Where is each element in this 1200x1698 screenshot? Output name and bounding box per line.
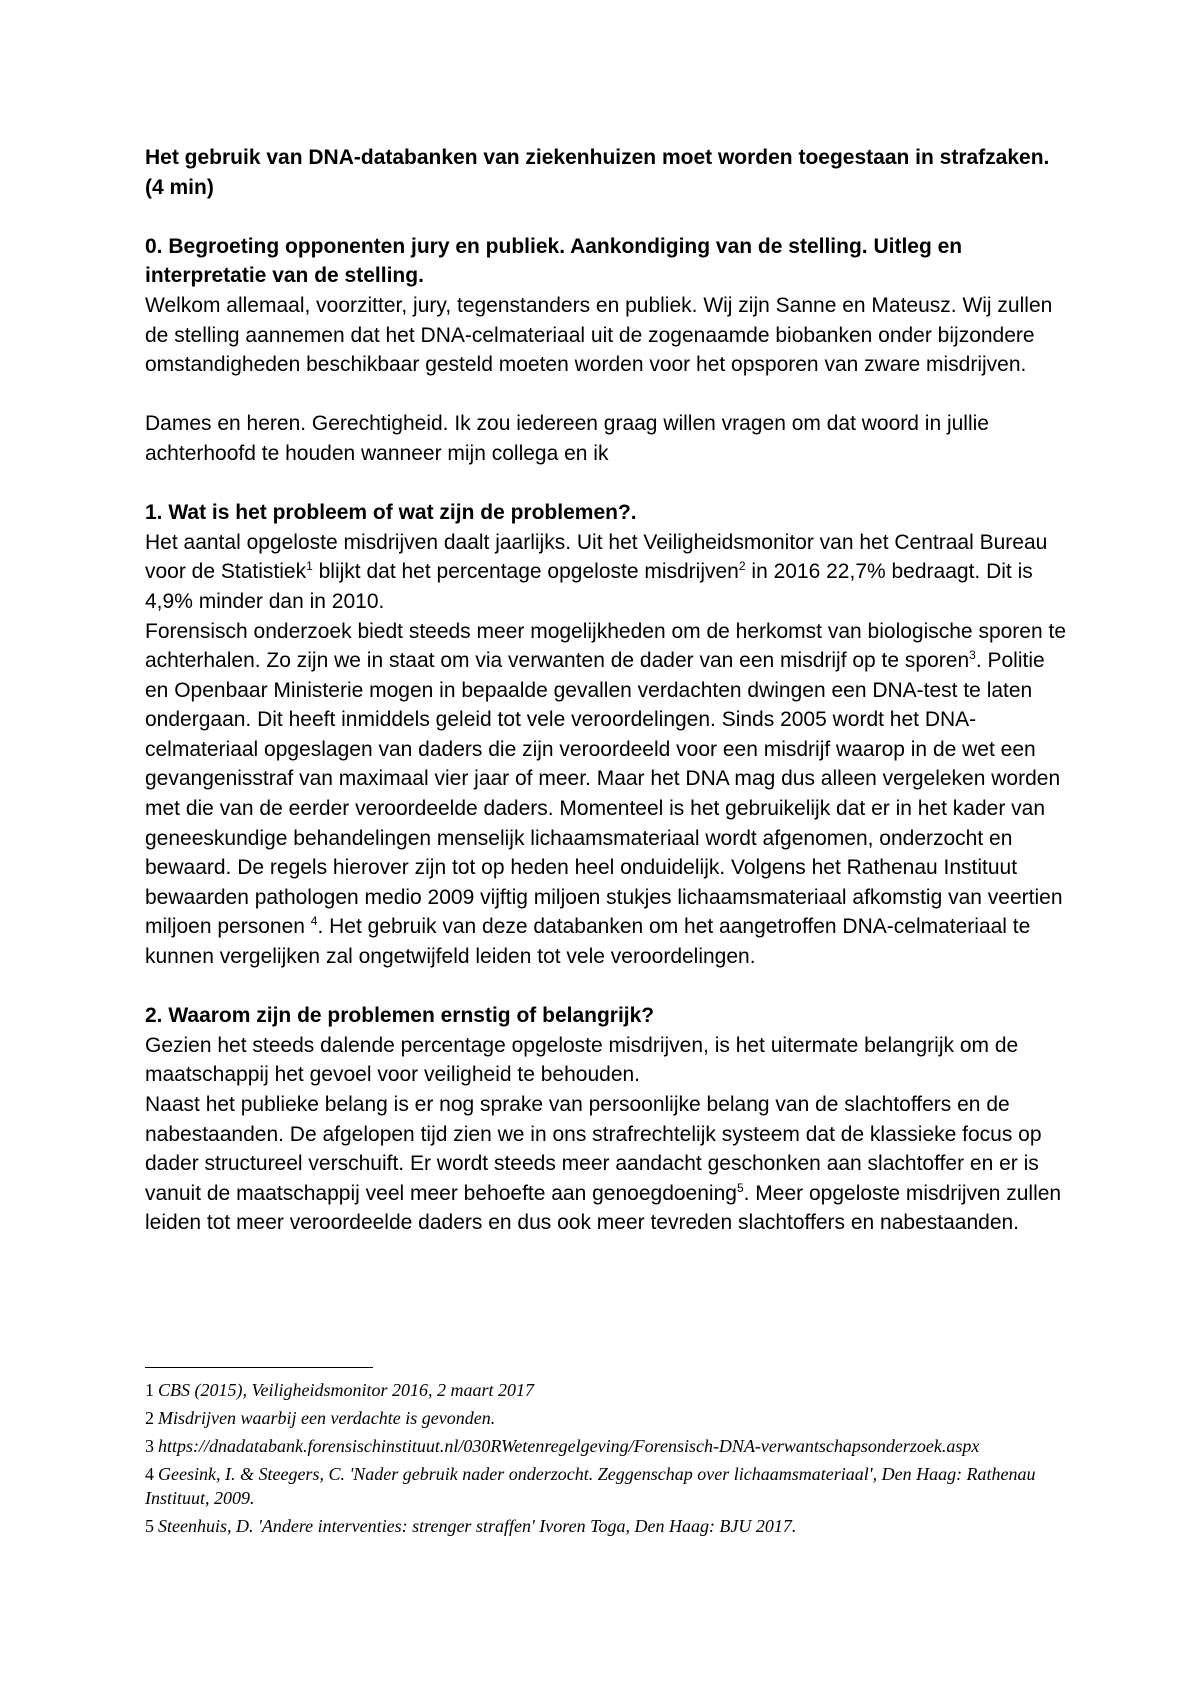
footnote-2	[145, 1406, 1070, 1430]
text-run: Het aantal opgeloste misdrijven daalt jaarlijks. Uit het Veiligheidsmonitor van het Centraal Bureau voor de Statistiek	[145, 530, 1048, 584]
section-0-paragraph-2: Dames en heren. Gerechtigheid. Ik zou iedereen graag willen vragen om dat woord in jullie achterhoofd te houden wanneer mijn collega en ik	[145, 412, 989, 465]
footnote-text: Geesink, I. & Steegers, C. 'Nader gebruik nader onderzocht. Zeggenschap over lichaamsmateriaal', Den Haag: Rathenau Instituut, 2009.	[145, 1464, 1036, 1508]
footnote-number: 1	[145, 1380, 154, 1400]
footnote-number: 3	[145, 1436, 154, 1456]
text-run: . Meer opgeloste misdrijven zullen leiden tot meer veroordeelde daders en dus ook meer tevreden slachtoffers en nabestaanden.	[145, 1181, 1062, 1235]
footnote-number: 5	[145, 1516, 154, 1536]
section-0-heading: 0. Begroeting opponenten jury en publiek. Aankondiging van de stelling. Uitleg en interpretatie van de stelling.	[145, 234, 963, 288]
footnote-5	[145, 1514, 1070, 1538]
footnote-3	[145, 1434, 1070, 1458]
title-duration: (4 min)	[145, 175, 214, 199]
footnotes	[145, 1367, 1070, 1542]
footnote-link[interactable]: https://dnadatabank.forensischinstituut.nl/030RWetenregelgeving/Forensisch-DNA-verwantschapsonderzoek.aspx	[158, 1436, 980, 1456]
title-line-1: Het gebruik van DNA-databanken van ziekenhuizen moet worden toegestaan in strafzaken.	[145, 146, 1050, 169]
footnote-1	[145, 1378, 1070, 1402]
text-run: . Politie en Openbaar Ministerie mogen in bepaalde gevallen verdachten dwingen een DNA-test te laten ondergaan. Dit heeft inmiddels geleid tot vele veroordelingen. Sinds 2005 wordt het DNA-celmateriaal opgeslagen van daders die zijn veroordeeld voor een misdrijf waarop in de wet een gevangenisstraf van maximaal vier jaar of meer. Maar het DNA mag dus alleen vergeleken worden met die van de eerder veroordeelde daders. Momenteel is het gebruikelijk dat er in het kader van geneeskundige behandelingen menselijk lichaamsmateriaal wordt afgenomen, onderzocht en bewaard. De regels hierover zijn tot op heden heel onduidelijk. Volgens het Rathenau Instituut bewaarden pathologen medio 2009 vijftig miljoen stukjes lichaamsmateriaal afkomstig van veertien miljoen personen	[145, 649, 1063, 939]
section-2-heading: 2. Waarom zijn de problemen ernstig of belangrijk?	[145, 1004, 655, 1028]
text-run: in 2016 22,7% bedraagt. Dit is 4,9% minder dan in 2010.	[145, 560, 1033, 613]
footnote-separator	[145, 1367, 373, 1368]
section-2-paragraph-2	[145, 1090, 1070, 1238]
section-1-paragraph-1	[145, 528, 1070, 617]
text-run: Forensisch onderzoek biedt steeds meer mogelijkheden om de herkomst van biologische sporen te achterhalen. Zo zijn we in staat om via verwanten de dader van een misdrijf op te sporen	[145, 619, 1067, 673]
footnote-ref-2: 2	[738, 559, 746, 574]
footnote-4	[145, 1462, 1070, 1510]
footnote-number: 2	[145, 1408, 154, 1428]
footnote-text: CBS (2015), Veiligheidsmonitor 2016, 2 maart 2017	[158, 1380, 534, 1400]
footnote-ref-3: 3	[969, 648, 976, 663]
section-2-paragraph-1: Gezien het steeds dalende percentage opgeloste misdrijven, is het uitermate belangrijk om de maatschappij het gevoel voor veiligheid te behouden.	[145, 1033, 1019, 1087]
document-body	[145, 143, 1070, 1238]
footnote-text: Steenhuis, D. 'Andere interventies: strenger straffen' Ivoren Toga, Den Haag: BJU 2017.	[158, 1516, 797, 1536]
section-1-heading: 1. Wat is het probleem of wat zijn de problemen?.	[145, 501, 637, 525]
text-run: . Het gebruik van deze databanken om het aangetroffen DNA-celmateriaal te kunnen vergelijken zal ongetwijfeld leiden tot vele veroordelingen.	[145, 915, 1031, 969]
section-0-paragraph: Welkom allemaal, voorzitter, jury, tegenstanders en publiek. Wij zijn Sanne en Mateusz. Wij zullen de stelling aannemen dat het DNA-celmateriaal uit de zogenaamde biobanken onder bijzondere omstandigheden beschikbaar gesteld moeten worden voor het opsporen van zware misdrijven.	[145, 293, 1053, 377]
text-run: blijkt dat het percentage opgeloste misdrijven	[312, 560, 739, 584]
section-1-paragraph-2	[145, 617, 1070, 972]
document-title	[145, 143, 1070, 202]
text-run: Naast het publieke belang is er nog sprake van persoonlijke belang van de slachtoffers en de nabestaanden. De afgelopen tijd zien we in ons strafrechtelijk systeem dat de klassieke focus op dader structureel verschuift. Er wordt steeds meer aandacht geschonken aan slachtoffer en er is vanuit de maatschappij veel meer behoefte aan genoegdoening	[145, 1093, 1042, 1205]
footnote-text: Misdrijven waarbij een verdachte is gevonden.	[158, 1408, 496, 1428]
footnote-ref-4: 4	[310, 914, 318, 929]
footnote-ref-1: 1	[306, 559, 313, 574]
footnote-ref-5: 5	[736, 1180, 744, 1195]
footnote-number: 4	[145, 1464, 154, 1484]
